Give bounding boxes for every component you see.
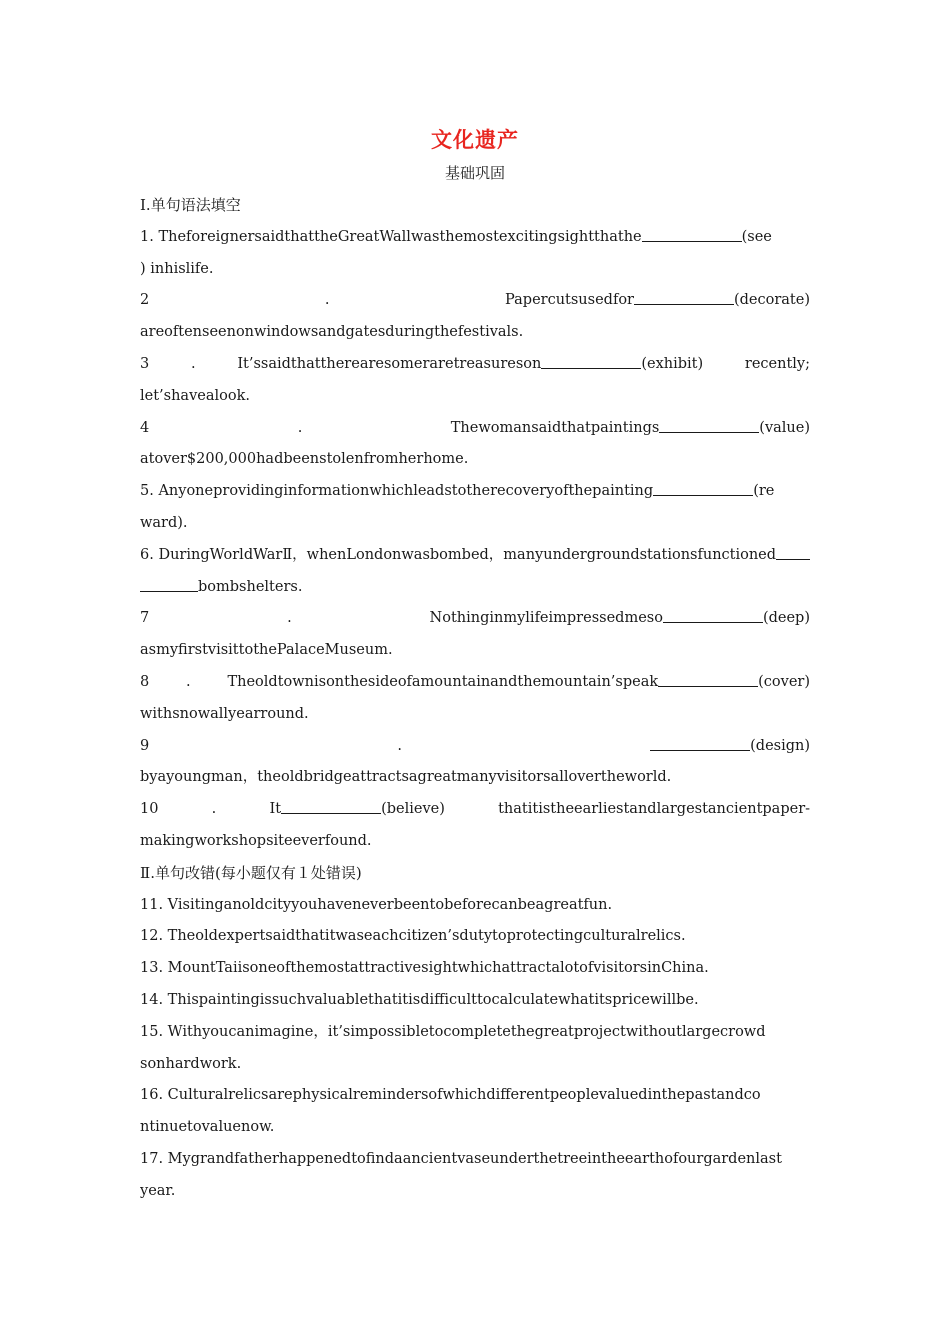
answer-blank[interactable] (650, 735, 750, 751)
question-11: 11. Visitinganoldcityyouhaveneverbeentobeforecanbeagreatfun. (140, 896, 613, 913)
question-8-line-2: withsnowallyearround. (140, 705, 309, 722)
answer-blank[interactable] (653, 480, 753, 496)
answer-blank[interactable] (659, 417, 759, 433)
question-17-line-1: 17. Mygrandfatherhappenedtofindaancientvaseunderthetreeintheearthofourgardenlast (140, 1150, 782, 1167)
question-9-line-2: byayoungman，theoldbridgeattractsagreatmanyvisitorsallovertheworld. (140, 769, 672, 786)
answer-blank[interactable] (663, 607, 763, 623)
question-4-line-2: atover$200,000hadbeenstolenfromherhome. (140, 451, 469, 468)
answer-blank[interactable] (634, 289, 734, 305)
page-title: 文化遗产 (431, 128, 519, 152)
question-3-line-1: 3 . It’ssaidthattherearesomeraretreasureson (exhibit) recently; (140, 349, 810, 381)
exercise-content (140, 190, 810, 1208)
answer-blank-continued[interactable] (140, 576, 198, 592)
question-7-line-1: 7 . Nothinginmylifeimpressedmeso (deep) (140, 603, 810, 635)
question-10-line-1: 10 . It (believe) thatitistheearliestandlargestancientpaper- (140, 794, 810, 826)
question-16-line-1: 16. Culturalrelicsarephysicalremindersofwhichdifferentpeoplevaluedinthepastandco (140, 1087, 761, 1104)
answer-blank[interactable] (642, 226, 742, 242)
question-6-line-1: 6. DuringWorldWarⅡ，whenLondonwasbombed，manyundergroundstationsfunctioned (140, 540, 810, 572)
question-6-line-2: bombshelters. (140, 572, 810, 604)
question-1-line-2: ) inhislife. (140, 260, 214, 277)
question-2-line-1: 2 . Papercutsusedfor (decorate) (140, 285, 810, 317)
question-5-line-1: 5. Anyoneprovidinginformationwhichleadstotherecoveryofthepainting (re (140, 476, 810, 508)
question-2-line-2: areoftenseenonwindowsandgatesduringthefestivals. (140, 324, 524, 341)
question-4-line-1: 4 . Thewomansaidthatpaintings (value) (140, 413, 810, 445)
question-10-line-2: makingworkshopsiteeverfound. (140, 832, 372, 849)
section-2-heading: Ⅱ.单句改错(每小题仅有１处错误) (140, 863, 362, 882)
question-3-line-2: let’shavealook. (140, 387, 250, 404)
question-16-line-2: ntinuetovaluenow. (140, 1119, 275, 1136)
question-17-line-2: year. (140, 1182, 176, 1199)
answer-blank[interactable] (541, 353, 641, 369)
question-7-line-2: asmyfirstvisittothePalaceMuseum. (140, 642, 393, 659)
question-9-line-1: 9 . (design) (140, 731, 810, 763)
question-13: 13. MountTaiisoneofthemostattractivesightwhichattractalotofvisitorsinChina. (140, 960, 709, 977)
question-12: 12. Theoldexpertsaidthatitwaseachcitizen’sdutytoprotectingculturalrelics. (140, 928, 686, 945)
question-14: 14. Thispaintingissuchvaluablethatitisdifficulttocalculatewhatitspricewillbe. (140, 991, 699, 1008)
page-subtitle: 基础巩固 (444, 164, 505, 182)
question-15-line-2: sonhardwork. (140, 1055, 242, 1072)
question-1-line-1: 1. TheforeignersaidthattheGreatWallwasthemostexcitingsightthathe (see (140, 222, 810, 254)
question-8-line-1: 8 . Theoldtownisonthesideofamountainandthemountain’speak (cover) (140, 667, 810, 699)
answer-blank[interactable] (658, 671, 758, 687)
section-1-heading: Ⅰ.单句语法填空 (140, 196, 241, 214)
question-5-line-2: ward). (140, 514, 188, 531)
answer-blank[interactable] (281, 798, 381, 814)
question-15-line-1: 15. Withyoucanimagine，it’simpossibletocompletethegreatprojectwithoutlargecrowd (140, 1023, 766, 1040)
answer-blank[interactable] (776, 544, 810, 560)
